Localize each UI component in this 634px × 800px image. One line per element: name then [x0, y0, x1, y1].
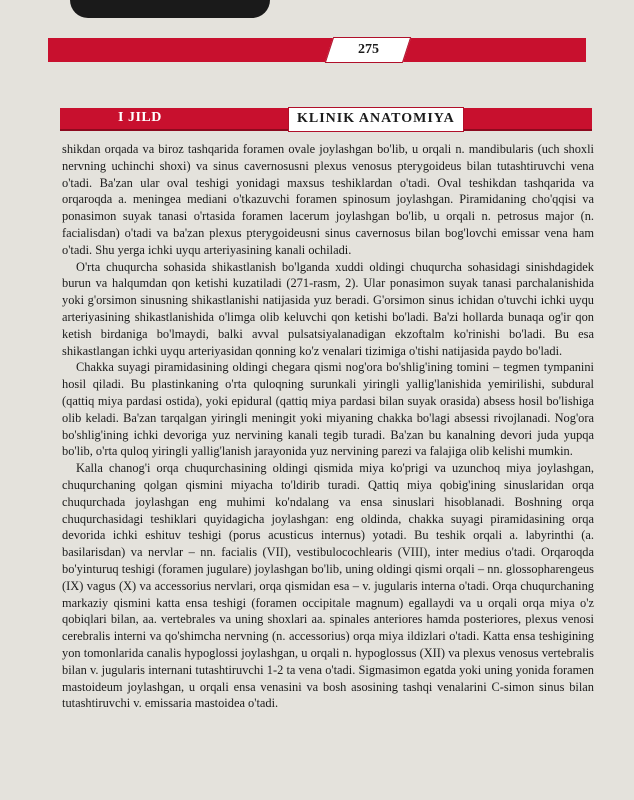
body-text	[62, 141, 594, 712]
page-number: 275	[357, 42, 379, 57]
page-number-box	[325, 37, 411, 63]
section-title: KLINIK ANATOMIYA	[288, 107, 464, 132]
paragraph: shikdan orqada va biroz tashqarida foramen ovale joylashgan bo'lib, u orqali n. mandibularis (uch shoxli nervning uchinchi shoxi) va sinus cavernosusni plexus venosus pterygoideus bilan tutashtiruvchi vena o'tadi. Ba'zan ular oval teshigi yonidagi maxsus teshiklardan o'tadi. Oval teshikdan tashqarida va orqaroqda a. meningea mediani o'tkazuvchi foramen spinosum joylashgan. Piramidaning cho'qqisi va ponasimon suyak tanasi o'rtasida foramen lacerum joylashgan bo'lib, u orqali n. petrosus major (n. facialisdan) o'tadi va ba'zan plexus pterygoideusni sinus cavernosus bilan bog'lovchi emissar vena ham o'tadi. Shu yerga ichki uyqu arteriyasining kanali ochiladi.	[62, 142, 594, 257]
paragraph: Chakka suyagi piramidasining oldingi chegara qismi nog'ora bo'shlig'ining tomini – tegmen tympanini hosil qiladi. Bu plastinkaning o'rta quloqning surunkali yiringli yallig'lanishida yemirilishi, subdural (qattiq miya pardasi ostida), yoki epidural (qattiq miya pardasi bilan suyak orasida) absess hosil bo'lishiga olib keladi. Ba'zan tarqalgan yiringli meningit yoki miyaning chakka bo'lagi absessi rivojlanadi. Nog'ora bo'shlig'ining ichki devoriga yuz nervining kanali tegib turadi. Ba'zan bu kanalning devori juda yupqa bo'lib, o'rta quloq yiringli yallig'lanish jarayonida yuz nervining parezi va falajiga olib kelishi mumkin.	[62, 360, 594, 459]
volume-label: I JILD	[118, 110, 162, 125]
section-header-bar	[60, 108, 592, 131]
paragraph: Kalla chanog'i orqa chuqurchasining oldingi qismida miya ko'prigi va uzunchoq miya joylashgan, chuqurchaning qolgan qismini miyacha to'ldirib turadi. Qattiq miya qobig'ining sinuslaridan orqa chuqurchada joylashgan eng muhimi ko'ndalang va ensa sinuslari hisoblanadi. Boshning orqa chuqurchasidagi teshiklari quyidagicha joylashgan: eng oldinda, chakka suyagi piramidasining orqa devorida ichki eshituv teshigi (porus acusticus internus) yotadi. Bu teshik orqali a. labyrinthi (a. basilarisdan) va nervlar – nn. facialis (VII), vestibulocochlearis (VIII), inter medius o'tadi. Orqaroqda bo'yinturuq teshigi (foramen jugulare) joylashgan bo'lib, uning oldingi qismi orqali – nn. glossopharengeus (IX) vagus (X) va accessorius nervlari, orqa qismidan esa – v. jugularis interna o'tadi. Orqa chuqurchaning markaziy qismini katta ensa teshigi (foramen occipitale magnum) egallaydi va u orqali orqa miya o'z qobiqlari bilan, aa. vertebrales va uning shoxlari aa. spinales anteriores hamda posteriores, plexus venosi cerebralis interni va qo'shimcha nervning (n. accessorius) orqa miya ildizlari o'tadi. Katta ensa teshigining yon tomonlarida canalis hypoglossi joylashgan, u orqali n. hypoglossus (XII) va plexus venosus vertebralis bilan v. jugularis internani tutashtiruvchi 1-2 ta vena o'tadi. Sigmasimon egatda yoki uning yonida foramen mastoideum joylashgan, u orqali ensa venasini va bosh asosining tashqi venalarini C-simon sinus bilan tutashtiruvchi v. emissaria mastoidea o'tadi.	[62, 461, 594, 711]
paragraph: O'rta chuqurcha sohasida shikastlanish bo'lganda xuddi oldingi chuqurcha sohasidagi sinishdagidek burun va halqumdan qon ketishi kuzatiladi (271-rasm, 2). Ular ponasimon suyak tanasi parchalanishida yoki g'orsimon sinusning shikastlanishi natijasida yuz beradi. G'orsimon sinus ichidan o'tuvchi ichki uyqu arteriyasining shikastlanishida o'limga olib keluvchi qon ketishi bo'ladi. Ba'zi hollarda bunaqa og'ir qon ketish birdaniga bo'lmaydi, balki avval pulsatsiyalanadigan ekzoftalm ko'rinishi bo'ladi. Bu esa shikastlangan ichki uyqu arteriyasidan qonning ko'z venalari tizimiga o'tishi natijasida paydo bo'ladi.	[62, 259, 594, 358]
top-ornament	[70, 0, 270, 18]
page-header-bar	[48, 38, 586, 62]
